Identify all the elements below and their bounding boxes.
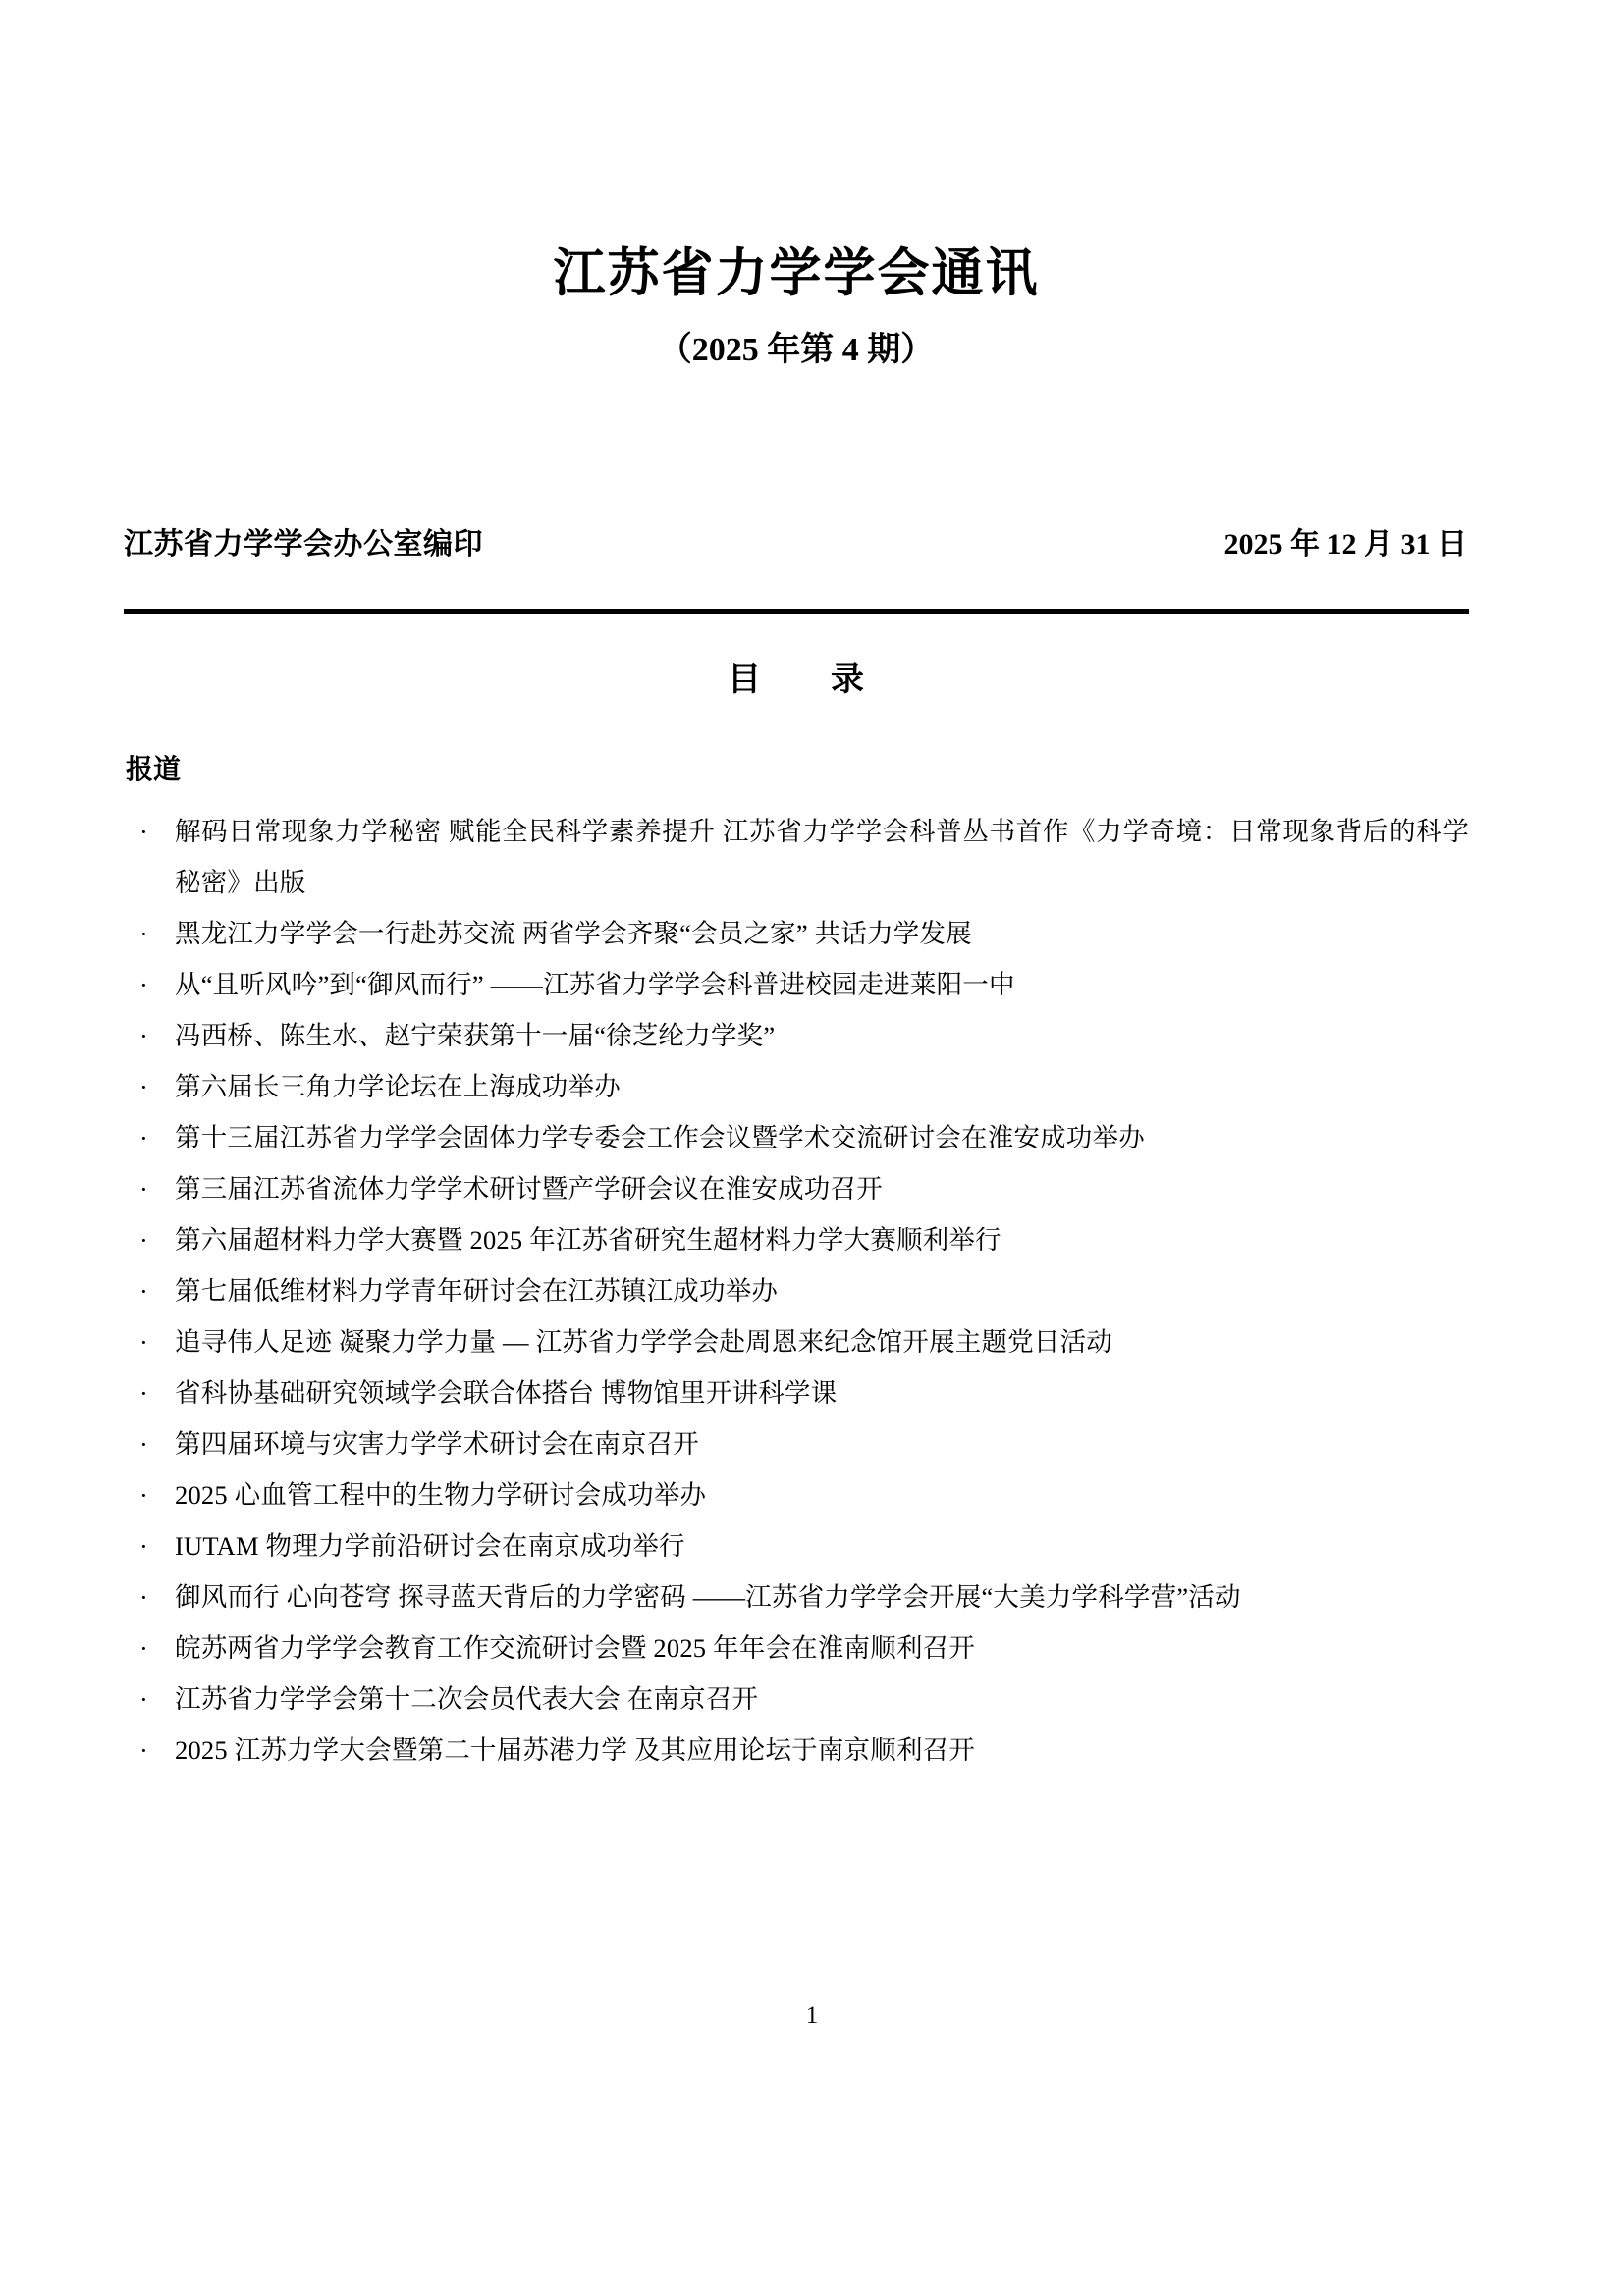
toc-entry[interactable] <box>124 1521 1469 1572</box>
bullet-icon: · <box>139 817 149 847</box>
bullet-icon: · <box>139 1225 149 1255</box>
toc-entry[interactable] <box>124 959 1469 1010</box>
toc-entry-label: 第三届江苏省流体力学学术研讨暨产学研会议在淮安成功召开 <box>175 1174 883 1204</box>
toc-entry[interactable] <box>124 1367 1469 1418</box>
bullet-icon: · <box>139 919 149 949</box>
toc-list <box>124 806 1469 1776</box>
issue-subtitle: （2025 年第 4 期） <box>658 331 935 368</box>
bullet-icon: · <box>139 1582 149 1613</box>
toc-entry[interactable] <box>124 1163 1469 1214</box>
toc-entry-label: 省科协基础研究领域学会联合体搭台 博物馆里开讲科学课 <box>175 1378 838 1409</box>
toc-entry[interactable] <box>124 1316 1469 1367</box>
toc-entry-label: 第六届长三角力学论坛在上海成功举办 <box>175 1072 621 1102</box>
bullet-icon: · <box>139 1072 149 1102</box>
publisher-label: 江苏省力学学会办公室编印 <box>124 527 483 562</box>
bullet-icon: · <box>139 1735 149 1766</box>
toc-entry[interactable] <box>124 1010 1469 1061</box>
toc-entry-label: IUTAM 物理力学前沿研讨会在南京成功举行 <box>175 1531 685 1562</box>
toc-entry-label: 从“且听风吟”到“御风而行” ——江苏省力学学会科普进校园走进莱阳一中 <box>175 970 1015 1000</box>
toc-entry[interactable] <box>124 1112 1469 1163</box>
bullet-icon: · <box>139 1327 149 1358</box>
toc-entry-label: 第四届环境与灾害力学学术研讨会在南京召开 <box>175 1429 699 1460</box>
page-title: 江苏省力学学会通讯 <box>553 243 1040 303</box>
masthead <box>124 0 1469 370</box>
toc-entry-label: 第十三届江苏省力学学会固体力学专委会工作会议暨学术交流研讨会在淮安成功举办 <box>175 1123 1145 1153</box>
bullet-icon: · <box>139 1276 149 1307</box>
bullet-icon: · <box>139 1429 149 1460</box>
bullet-icon: · <box>139 1123 149 1153</box>
toc-entry[interactable] <box>124 1214 1469 1265</box>
toc-entry-label: 江苏省力学学会第十二次会员代表大会 在南京召开 <box>175 1684 759 1715</box>
toc-entry[interactable] <box>124 1061 1469 1112</box>
toc-entry[interactable] <box>124 1265 1469 1316</box>
toc-heading: 目 录 <box>728 660 865 700</box>
section-heading-reports: 报道 <box>126 753 182 786</box>
horizontal-divider <box>124 609 1469 614</box>
toc-entry[interactable] <box>124 1725 1469 1776</box>
toc-entry-label: 第六届超材料力学大赛暨 2025 年江苏省研究生超材料力学大赛顺利举行 <box>175 1225 1001 1255</box>
toc-entry-label: 2025 心血管工程中的生物力学研讨会成功举办 <box>175 1480 707 1511</box>
toc-entry-label: 第七届低维材料力学青年研讨会在江苏镇江成功举办 <box>175 1276 779 1307</box>
bullet-icon: · <box>139 1021 149 1051</box>
toc-entry-label: 追寻伟人足迹 凝聚力学力量 — 江苏省力学学会赴周恩来纪念馆开展主题党日活动 <box>175 1327 1112 1358</box>
toc-entry-label: 2025 江苏力学大会暨第二十届苏港力学 及其应用论坛于南京顺利召开 <box>175 1735 976 1766</box>
toc-entry-label: 黑龙江力学学会一行赴苏交流 两省学会齐聚“会员之家” 共话力学发展 <box>175 919 972 949</box>
toc-entry[interactable] <box>124 806 1469 908</box>
bullet-icon: · <box>139 1378 149 1409</box>
bullet-icon: · <box>139 970 149 1000</box>
toc-entry-label: 解码日常现象力学秘密 赋能全民科学素养提升 江苏省力学学会科普丛书首作《力学奇境：日常现象背后的科学秘密》出版 <box>175 817 1469 898</box>
toc-entry-label: 冯西桥、陈生水、赵宁荣获第十一届“徐芝纶力学奖” <box>175 1021 776 1051</box>
bullet-icon: · <box>139 1174 149 1204</box>
toc-entry[interactable] <box>124 1572 1469 1623</box>
page-content <box>124 0 1469 1776</box>
bullet-icon: · <box>139 1531 149 1562</box>
toc-entry[interactable] <box>124 1674 1469 1725</box>
toc-entry-label: 御风而行 心向苍穹 探寻蓝天背后的力学密码 ——江苏省力学学会开展“大美力学科学营”活动 <box>175 1582 1241 1613</box>
toc-entry[interactable] <box>124 1469 1469 1521</box>
toc-entry[interactable] <box>124 908 1469 959</box>
bullet-icon: · <box>139 1480 149 1511</box>
toc-entry[interactable] <box>124 1418 1469 1469</box>
bullet-icon: · <box>139 1684 149 1715</box>
toc-entry-label: 皖苏两省力学学会教育工作交流研讨会暨 2025 年年会在淮南顺利召开 <box>175 1633 976 1664</box>
imprint-row <box>124 519 1469 562</box>
issue-date: 2025 年 12 月 31 日 <box>1223 528 1467 561</box>
page-number: 1 <box>805 2002 819 2029</box>
bullet-icon: · <box>139 1633 149 1664</box>
toc-entry[interactable] <box>124 1623 1469 1674</box>
